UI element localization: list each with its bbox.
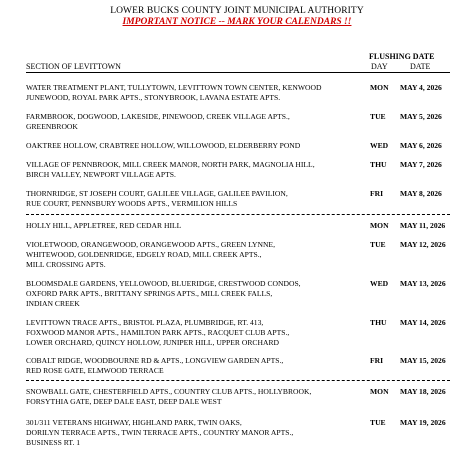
flush-date: MAY 6, 2026: [400, 141, 442, 150]
section-names: [26, 279, 356, 309]
important-notice: IMPORTANT NOTICE -- MARK YOUR CALENDARS !!: [122, 17, 352, 27]
flush-day: WED: [370, 141, 389, 150]
section-line: FORSYTHIA GATE, DEEP DALE EAST, DEEP DALE WEST: [26, 397, 222, 406]
flush-date: MAY 14, 2026: [400, 318, 446, 327]
flush-date: MAY 7, 2026: [400, 160, 442, 169]
section-line: BIRCH VALLEY, NEWPORT VILLAGE APTS.: [26, 170, 176, 179]
section-line: SNOWBALL GATE, CHESTERFIELD APTS., COUNTRY CLUB APTS., HOLLYBROOK,: [26, 387, 312, 396]
section-line: COBALT RIDGE, WOODBOURNE RD & APTS., LONGVIEW GARDEN APTS.,: [26, 356, 284, 365]
section-names: [26, 83, 356, 103]
flush-day: MON: [370, 387, 389, 396]
section-names: [26, 160, 356, 180]
flush-date: MAY 11, 2026: [400, 221, 446, 230]
section-line: THORNRIDGE, ST JOSEPH COURT, GALILEE VILLAGE, GALILEE PAVILION,: [26, 189, 288, 198]
section-line: LEVITTOWN TRACE APTS., BRISTOL PLAZA, PLUMBRIDGE, RT. 413,: [26, 318, 264, 327]
flush-day: FRI: [370, 356, 384, 365]
flush-date: MAY 19, 2026: [400, 418, 446, 427]
section-line: WATER TREATMENT PLANT, TULLYTOWN, LEVITTOWN TOWN CENTER, KENWOOD: [26, 83, 322, 92]
flush-date: MAY 8, 2026: [400, 189, 442, 198]
section-names: [26, 318, 356, 348]
section-line: VILLAGE OF PENNBROOK, MILL CREEK MANOR, NORTH PARK, MAGNOLIA HILL,: [26, 160, 315, 169]
flush-day: MON: [370, 83, 389, 92]
header-rule: [26, 72, 450, 73]
section-line: RUE COURT, PENNSBURY WOODS APTS., VERMILION HILLS: [26, 199, 238, 208]
flush-date: MAY 15, 2026: [400, 356, 446, 365]
flush-day: THU: [370, 318, 387, 327]
section-line: INDIAN CREEK: [26, 299, 80, 308]
section-line: WHITEWOOD, GOLDENRIDGE, EDGELY ROAD, MILL CREEK APTS.,: [26, 250, 262, 259]
section-line: BUSINESS RT. 1: [26, 438, 81, 447]
flush-date: MAY 5, 2026: [400, 112, 442, 121]
section-line: BLOOMSDALE GARDENS, YELLOWOOD, BLUERIDGE, CRESTWOOD CONDOS,: [26, 279, 301, 288]
flush-day: WED: [370, 279, 389, 288]
flush-day: TUE: [370, 240, 386, 249]
authority-title: LOWER BUCKS COUNTY JOINT MUNICIPAL AUTHORITY: [110, 6, 364, 16]
week-divider: [26, 380, 450, 381]
section-names: [26, 189, 356, 209]
section-line: 301/311 VETERANS HIGHWAY, HIGHLAND PARK, TWIN OAKS,: [26, 418, 242, 427]
section-names: [26, 387, 356, 407]
section-line: GREENBROOK: [26, 122, 78, 131]
section-names: [26, 141, 356, 151]
section-line: MILL CROSSING APTS.: [26, 260, 106, 269]
flush-day: THU: [370, 160, 387, 169]
flush-date: MAY 12, 2026: [400, 240, 446, 249]
section-line: FARMBROOK, DOGWOOD, LAKESIDE, PINEWOOD, CREEK VILLAGE APTS.,: [26, 112, 290, 121]
flush-day: TUE: [370, 112, 386, 121]
flush-date: MAY 18, 2026: [400, 387, 446, 396]
section-line: DORILYN TERRACE APTS., TWIN TERRACE APTS., COUNTRY MANOR APTS.,: [26, 428, 294, 437]
section-line: OXFORD PARK APTS., BRITTANY SPRINGS APTS., MILL CREEK FALLS,: [26, 289, 273, 298]
flush-day: TUE: [370, 418, 386, 427]
section-names: [26, 112, 356, 132]
flush-date: MAY 13, 2026: [400, 279, 446, 288]
flushing-date-header: FLUSHING DATE: [369, 52, 435, 61]
section-names: [26, 356, 356, 376]
section-line: HOLLY HILL, APPLETREE, RED CEDAR HILL: [26, 221, 182, 230]
section-line: OAKTREE HOLLOW, CRABTREE HOLLOW, WILLOWOOD, ELDERBERRY POND: [26, 141, 301, 150]
section-names: [26, 418, 356, 448]
week-divider: [26, 214, 450, 215]
section-line: LOWER ORCHARD, QUINCY HOLLOW, JUNIPER HILL, UPPER ORCHARD: [26, 338, 279, 347]
flush-day: MON: [370, 221, 389, 230]
section-names: [26, 221, 356, 231]
section-line: VIOLETWOOD, ORANGEWOOD, ORANGEWOOD APTS., GREEN LYNNE,: [26, 240, 275, 249]
date-header: DATE: [410, 62, 431, 71]
flush-date: MAY 4, 2026: [400, 83, 442, 92]
section-line: JUNEWOOD, ROYAL PARK APTS., STONYBROOK, LAVANA ESTATE APTS.: [26, 93, 281, 102]
section-names: [26, 240, 356, 270]
section-line: FOXWOOD MANOR APTS., HAMILTON PARK APTS., RACQUET CLUB APTS.,: [26, 328, 290, 337]
section-line: RED ROSE GATE, ELMWOOD TERRACE: [26, 366, 164, 375]
section-header: SECTION OF LEVITTOWN: [26, 62, 121, 71]
day-header: DAY: [371, 62, 388, 71]
flush-day: FRI: [370, 189, 384, 198]
